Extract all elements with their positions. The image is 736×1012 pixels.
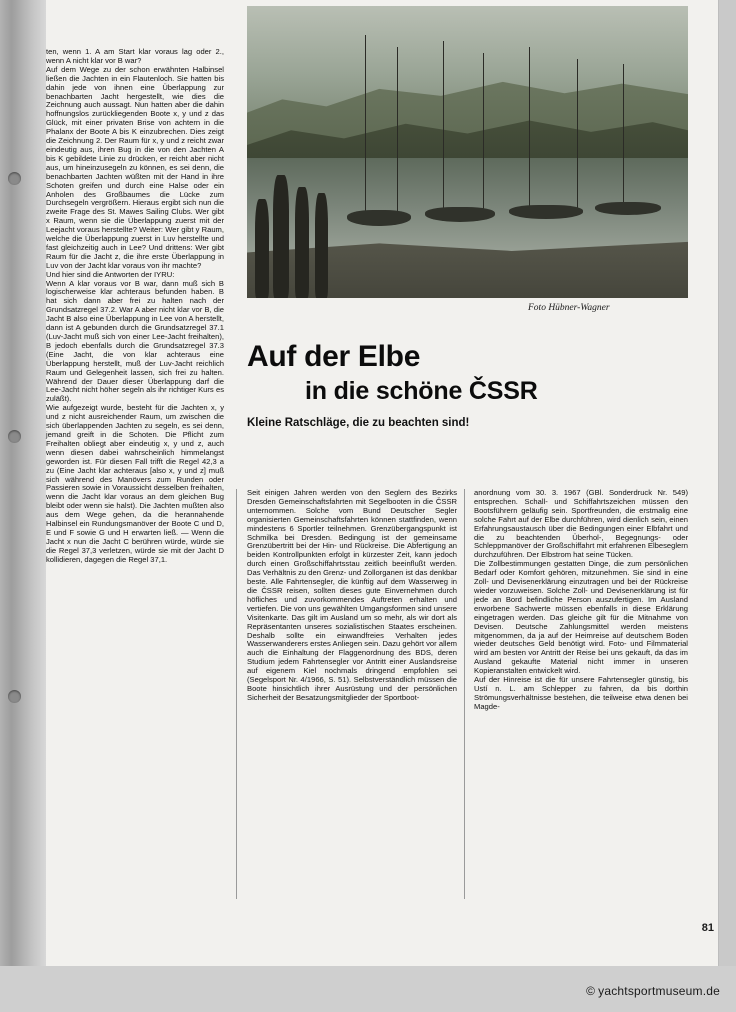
page-number: 81 (701, 922, 714, 934)
person-silhouette (273, 175, 289, 298)
person-silhouette (295, 187, 309, 298)
person-silhouette (255, 199, 269, 298)
watermark-text: yachtsportmuseum.de (598, 984, 720, 998)
column-divider (464, 489, 465, 899)
boat-mast-icon (397, 47, 398, 216)
binding-hole (8, 430, 21, 443)
article-photo (247, 6, 688, 298)
article-headline (247, 340, 688, 406)
text-column-left: ten, wenn 1. A am Start klar voraus lag oder 2., wenn A nicht klar vor B war? Auf dem Wege zu der schon erwähnten Halbinsel ließen die Jachten in ein Flautenloch. Sie hatten bis dahin jede von ihnen eine Überlappung zur benachbarten Jacht hergestellt, wie dies die Zeichnung auch aussagt. Nun hatten aber die dahin hoffnungslos zurückliegenden Boote x, y und z das Glück, mit einer privaten Brise von achtern in die Phalanx der Boote A bis K einzubrechen. Dies zeigt die Zeichnung 2. Der Raum für x, y und z reicht zwar eindeutig aus, ihren Bug in die von den Jachten A bis K gebildete Linie zu drücken, er reicht aber nicht aus, um hineinzusegeln zu können, es sei denn, die benachbarten Jachten wüßten mit der Hand in ihre Schoten greifen und durch eine Halse oder ein Anholen des Großbaumes die Lücke zum Durchsegeln vergrößern. Hieraus ergibt sich nun die zweite Frage des St. Mawes Sailing Clubs. Wer gibt x Raum, wenn sie die Überlappung zuerst mit der Leejacht voraus herstellte? Weiter: Wer gibt y Raum, welche die Überlappung zuerst in Luv herstellte und fast gleichzeitig auch in Lee? Und drittens: Wer gibt Raum für die Jacht z, die ihre erste Überlappung in Luv von der Jacht klar voraus von ihr machte? Und hier sind die Antworten der IYRU: Wenn A klar voraus vor B war, dann muß sich B logischerweise klar achteraus befunden haben. B hat sich dann aber frei zu halten nach der Grundsatzregel 37.2. War A aber nicht klar vor B, die Jacht B also eine Überlappung in Lee von A herstellt, dann ist A gebunden durch die Grundsatzregel 37.1 (Luv-Jacht muß sich von einer Lee-Jacht freihalten), B jedoch ebenfalls durch die Grundsatzregel 37.3 (Eine Jacht, die von klar achteraus eine Überlappung herstellt, muß der Luv-Jacht reichlich Raum und Gelegenheit lassen, sich frei zu halten. Während der Dauer dieser Überlappung darf die Lee-Jacht nicht höher segeln als ihr richtiger Kurs es zuläßt). Wie aufgezeigt wurde, besteht für die Jachten x, y und z nicht ausreichender Raum, um zwischen die sich überlappenden Jachten zu segeln, es sei denn, jemand greift in die Schoten. Die Pflicht zum Freihalten obliegt aber eindeutig x, y und z, auch wenn diesen dabei wahrscheinlich himmelangst geworden ist. Für diesen Fall trifft die Regel 42,3 a zu (Eine Jacht klar achteraus [also x, y und z] muß sich während des Manövers zum Runden oder Passieren sowie in Voraussicht desselben freihalten, wenn die Jacht klar voraus an dem gleichen Bug bleibt oder wenn sie halst). Die Jachten mußten also aus dem Wege gehen, da die herannahende Halbinsel ein Rundungsmanöver der Boote C und D, E und F sowie G und H erwarten ließ. — Wenn die Jacht x nun die Jacht C berühren würde, würde sie die Regel 37,3 verletzen, würde sie mit der Jacht D kollidieren, dagegen die Regel 37,1. (46, 47, 224, 564)
text-column-right: anordnung vom 30. 3. 1967 (GBl. Sonderdruck Nr. 549) entsprechen. Schall- und Schiffahrtszeichen müssen den Bootsführern geläufig sein. Sportfreunden, die erstmalig eine solche Fahrt auf der Elbe durchführen, wird dienlich sein, einen Erfahrungsaustausch über die Bedingungen einer Elbfahrt und die zu beachtenden Überhol-, Begegnungs- oder Schleppmanöver der Großschiffahrt mit erfahrenen Elbeseglern durchzuführen. Der Elbstrom hat seine Tücken. Die Zollbestimmungen gestatten Dinge, die zum persönlichen Bedarf oder Komfort gehören, mitzunehmen. Sie sind in eine Zoll- und Devisenerklärung einzutragen und bei der Rückreise wieder vorzuweisen. Solche Zoll- und Devisenerklärung ist für jede an Bord befindliche Person auszufertigen. Im Ausland erworbene Sachwerte müssen ebenfalls in diese Erklärung eingetragen werden. Das gleiche gilt für die Mitnahme von Devisen. Deutsche Zahlungsmittel werden meistens mitgenommen, da ja auf der Heimreise auf deutschem Boden wieder deutsches Geld benötigt wird. Foto- und Filmmaterial wird am besten vor Antritt der Reise bei uns gekauft, da das im Ausland gekaufte Material nicht immer in unseren Kopieranstalten entwickelt wird. Auf der Hinreise ist die für unsere Fahrtensegler günstig, bis Ustí n. L. am Schlepper zu fahren, da bis dorthin Strömungsverhältnisse bestehen, die teilweise etwa denen bei Magde- (474, 488, 688, 711)
boat-mast-icon (529, 47, 530, 213)
headline-line-1: Auf der Elbe (247, 340, 421, 373)
boat-mast-icon (483, 53, 484, 214)
boat-mast-icon (623, 64, 624, 210)
boat-hull (509, 205, 583, 219)
headline-line-2: in die schöne ČSSR (305, 377, 538, 405)
boat-hull (595, 202, 661, 215)
binding-hole (8, 690, 21, 703)
watermark-strip (0, 966, 736, 1012)
photo-credit-caption: Foto Hübner-Wagner (528, 303, 610, 313)
boat-mast-icon (577, 59, 578, 211)
person-silhouette (315, 193, 328, 298)
binding-gutter (0, 0, 46, 1012)
column-divider (236, 489, 237, 899)
copyright-icon: © (586, 984, 596, 998)
binding-hole (8, 172, 21, 185)
boat-mast-icon (443, 41, 444, 216)
boat-mast-icon (365, 35, 366, 216)
watermark-credit (586, 984, 720, 998)
text-column-middle: Seit einigen Jahren werden von den Seglern des Bezirks Dresden Gemeinschaftsfahrten mit Segelbooten in die ČSSR unternommen. Solche vom Bund Deutscher Segler organisierten Gemeinschaftsfahrten können stattfinden, wenn mindestens 6 Sportler teilnehmen. Grenzübergangspunkt ist Schmilka bei Dresden. Bedingung ist der gemeinsame Grenzübertritt bei der Hin- und Rückreise. Die Abfertigung an beiden Kontrollpunkten erfolgt in kürzester Zeit, kann jedoch durch einen Großschiffahrtsstau zeitlich beeinflußt werden. Das Verhältnis zu den Grenz- und Zollorganen ist das denkbar beste. Alle Fahrtensegler, die künftig auf dem Wasserweg in die ČSSR reisen, sollten dieses gute Einvernehmen durch höfliches und zuvorkommendes Auftreten erhalten und vertiefen. Die von uns gewählten Umgangsformen sind unsere Visitenkarte. Das gilt im Ausland um so mehr, als wir dort als Repräsentanten unseres sozialistischen Staates erscheinen. Deshalb sollte ein einwandfreies Verhalten jedes Wasserwanderers erstes Anliegen sein. Dazu gehört vor allem auch die Einhaltung der Flaggenordnung des BDS, deren Studium jedem Fahrtensegler vor Antritt einer Auslandsreise auf eigenem Kiel nochmals dringend empfohlen sei (Segelsport Nr. 4/1966, S. 51). Selbstverständlich müssen die Boote hinsichtlich ihrer Ausrüstung und der persönlichen Sicherheit der Besatzungsmitglieder der Sportboot- (247, 488, 457, 702)
article-subheadline: Kleine Ratschläge, die zu beachten sind! (247, 417, 470, 429)
